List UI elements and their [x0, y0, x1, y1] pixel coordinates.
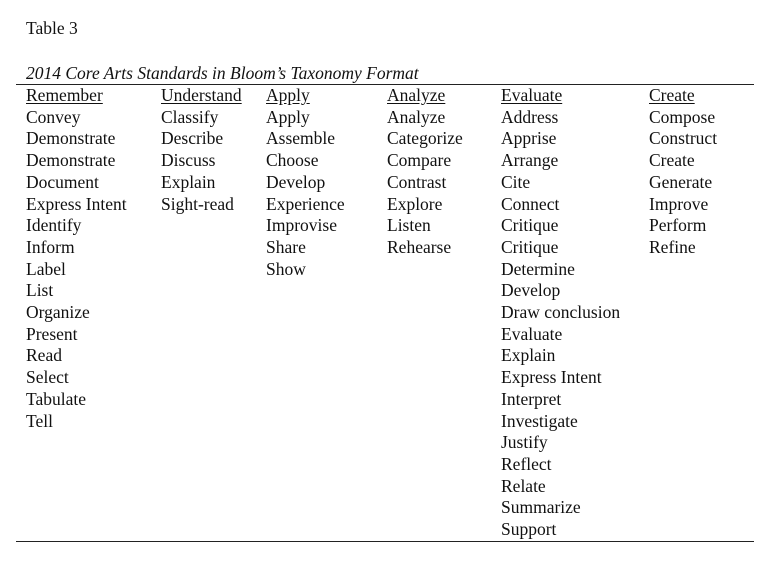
- column-remember: [26, 85, 127, 432]
- list-item: Rehearse: [387, 236, 452, 257]
- column-analyze: [387, 85, 463, 259]
- list-item: Apprise: [501, 128, 557, 149]
- list-item: Improve: [649, 193, 709, 214]
- list-item: Analyze: [387, 106, 446, 127]
- column-list-evaluate: [501, 107, 620, 541]
- table-caption: 2014 Core Arts Standards in Bloom’s Taxonomy Format: [26, 63, 419, 83]
- list-item: Summarize: [501, 497, 581, 518]
- list-item: Improvise: [266, 215, 337, 236]
- list-item: Organize: [26, 302, 90, 323]
- list-item: Perform: [649, 215, 707, 236]
- list-item: Explain: [501, 345, 556, 366]
- list-item: List: [26, 280, 54, 301]
- list-item: Select: [26, 367, 69, 388]
- list-item: Interpret: [501, 388, 562, 409]
- list-item: Evaluate: [501, 323, 563, 344]
- list-item: Inform: [26, 236, 75, 257]
- list-item: Convey: [26, 106, 81, 127]
- list-item: Compose: [649, 106, 716, 127]
- column-list-remember: [26, 107, 127, 433]
- column-list-understand: [161, 107, 242, 216]
- list-item: Draw conclusion: [501, 302, 621, 323]
- column-list-analyze: [387, 107, 463, 259]
- column-header-evaluate: Evaluate: [501, 85, 563, 105]
- list-item: Assemble: [266, 128, 336, 149]
- list-item: Demonstrate: [26, 150, 116, 171]
- table-bottom-rule: [16, 541, 754, 542]
- list-item: Cite: [501, 171, 531, 192]
- list-item: Explain: [161, 171, 216, 192]
- list-item: Develop: [501, 280, 561, 301]
- list-item: Show: [266, 258, 306, 279]
- column-header-apply: Apply: [266, 85, 310, 105]
- list-item: Apply: [266, 106, 310, 127]
- column-list-apply: [266, 107, 345, 281]
- list-item: Support: [501, 519, 557, 540]
- list-item: Share: [266, 236, 306, 257]
- list-item: Refine: [649, 236, 696, 257]
- list-item: Reflect: [501, 453, 552, 474]
- column-apply: [266, 85, 345, 280]
- list-item: Develop: [266, 171, 326, 192]
- list-item: Sight-read: [161, 193, 234, 214]
- column-header-remember: Remember: [26, 85, 103, 105]
- list-item: Document: [26, 171, 99, 192]
- column-header-create: Create: [649, 85, 695, 105]
- list-item: Tell: [26, 410, 53, 431]
- list-item: Discuss: [161, 150, 216, 171]
- list-item: Identify: [26, 215, 82, 236]
- list-item: Connect: [501, 193, 560, 214]
- column-header-analyze: Analyze: [387, 85, 446, 105]
- column-evaluate: [501, 85, 620, 541]
- taxonomy-table: [0, 85, 773, 541]
- list-item: Express Intent: [501, 367, 602, 388]
- list-item: Read: [26, 345, 62, 366]
- table-label: Table 3: [26, 18, 78, 38]
- list-item: Choose: [266, 150, 319, 171]
- list-item: Demonstrate: [26, 128, 116, 149]
- list-item: Arrange: [501, 150, 559, 171]
- list-item: Justify: [501, 432, 548, 453]
- column-create: [649, 85, 717, 259]
- list-item: Classify: [161, 106, 219, 127]
- list-item: Listen: [387, 215, 431, 236]
- list-item: Critique: [501, 236, 559, 257]
- list-item: Tabulate: [26, 388, 86, 409]
- list-item: Generate: [649, 171, 713, 192]
- list-item: Determine: [501, 258, 575, 279]
- column-understand: [161, 85, 242, 215]
- list-item: Express Intent: [26, 193, 127, 214]
- list-item: Explore: [387, 193, 443, 214]
- list-item: Compare: [387, 150, 452, 171]
- column-header-understand: Understand: [161, 85, 242, 105]
- column-list-create: [649, 107, 717, 259]
- list-item: Construct: [649, 128, 718, 149]
- list-item: Label: [26, 258, 66, 279]
- list-item: Critique: [501, 215, 559, 236]
- list-item: Describe: [161, 128, 224, 149]
- list-item: Address: [501, 106, 559, 127]
- list-item: Experience: [266, 193, 345, 214]
- list-item: Create: [649, 150, 695, 171]
- list-item: Investigate: [501, 410, 578, 431]
- list-item: Categorize: [387, 128, 463, 149]
- list-item: Contrast: [387, 171, 447, 192]
- list-item: Relate: [501, 475, 546, 496]
- list-item: Present: [26, 323, 78, 344]
